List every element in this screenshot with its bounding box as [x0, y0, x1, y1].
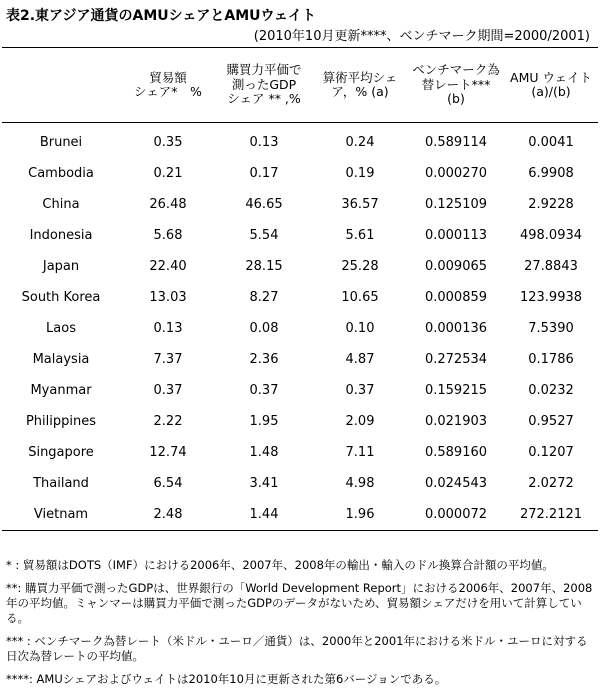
table-row [2, 189, 598, 220]
table-row [2, 468, 598, 499]
cell-amu-weight: 2.0272 [528, 476, 574, 491]
cell-gdp-ppp-share: 0.37 [249, 383, 279, 398]
cell-amu-weight: 123.9938 [519, 290, 583, 305]
cell-gdp-ppp-share: 46.65 [245, 197, 283, 212]
cell-amu-weight: 6.9908 [528, 166, 574, 181]
cell-gdp-ppp-share: 0.17 [249, 166, 279, 181]
cell-gdp-ppp-share: 28.15 [245, 259, 283, 274]
table-row [2, 406, 598, 437]
cell-gdp-ppp-share: 1.44 [216, 499, 312, 531]
cell-trade-share: 0.21 [153, 166, 183, 181]
cell-country: Thailand [33, 476, 89, 491]
cell-amu-weight: 0.1207 [528, 445, 574, 460]
table-row [2, 499, 598, 531]
cell-benchmark-rate: 0.000270 [424, 166, 488, 181]
cell-trade-share: 13.03 [149, 290, 187, 305]
footnote: * : 貿易額はDOTS（IMF）における2006年、2007年、2008年の輸出・輸入のドル換算合計額の平均値。 [6, 558, 554, 572]
cell-average-share: 4.87 [345, 352, 375, 367]
cell-gdp-ppp-share: 1.95 [249, 414, 279, 429]
cell-country: Cambodia [28, 166, 94, 181]
cell-gdp-ppp-share: 2.36 [249, 352, 279, 367]
cell-country: China [42, 197, 80, 212]
cell-average-share: 25.28 [341, 259, 379, 274]
cell-benchmark-rate: 0.000072 [408, 499, 504, 531]
amu-share-table [2, 47, 598, 531]
cell-benchmark-rate: 0.024543 [424, 476, 488, 491]
cell-trade-share: 5.68 [153, 228, 183, 243]
header-gdp-ppp-share: 購買力平価で 測ったGDP シェア ** ,% [216, 48, 312, 123]
cell-average-share: 4.98 [345, 476, 375, 491]
table-header-row [2, 48, 598, 123]
cell-benchmark-rate: 0.589114 [424, 135, 488, 150]
cell-amu-weight: 7.5390 [528, 321, 574, 336]
cell-average-share: 0.19 [345, 166, 375, 181]
table-row [2, 251, 598, 282]
cell-trade-share: 7.37 [153, 352, 183, 367]
cell-country: Malaysia [32, 352, 90, 367]
cell-gdp-ppp-share: 1.48 [249, 445, 279, 460]
cell-country: Myanmar [30, 383, 92, 398]
header-country [2, 48, 120, 123]
cell-amu-weight: 0.0041 [528, 135, 574, 150]
table-title: 表2.東アジア通貨のAMUシェアとAMUウェイト [6, 8, 316, 24]
cell-gdp-ppp-share: 8.27 [249, 290, 279, 305]
header-average-share: 算術平均シェ ア，% (a) [312, 48, 408, 123]
cell-average-share: 0.37 [345, 383, 375, 398]
cell-benchmark-rate: 0.589160 [424, 445, 488, 460]
table-row [2, 123, 598, 159]
cell-trade-share: 26.48 [149, 197, 187, 212]
table-body [2, 123, 598, 531]
table-row [2, 158, 598, 189]
cell-gdp-ppp-share: 5.54 [249, 228, 279, 243]
footnotes [6, 558, 594, 695]
cell-benchmark-rate: 0.272534 [424, 352, 488, 367]
table-subtitle: (2010年10月更新****、ベンチマーク期間=2000/2001) [253, 29, 590, 44]
cell-amu-weight: 272.2121 [504, 499, 598, 531]
cell-amu-weight: 498.0934 [519, 228, 583, 243]
cell-country: Indonesia [29, 228, 93, 243]
cell-amu-weight: 27.8843 [524, 259, 578, 274]
table-row [2, 220, 598, 251]
cell-gdp-ppp-share: 0.13 [249, 135, 279, 150]
cell-country: Laos [46, 321, 76, 336]
cell-trade-share: 6.54 [153, 476, 183, 491]
cell-benchmark-rate: 0.021903 [424, 414, 488, 429]
table-row [2, 375, 598, 406]
footnote: **: 購買力平価で測ったGDPは、世界銀行の「World Development Report」における2006年、2007年、2008年の平均値。ミャンマーは購買力平価で測ったGDPのデータがないため、貿易額シェアだけを用いて計算している。 [6, 581, 593, 625]
header-amu-weight: AMU ウェイト (a)/(b) [504, 48, 598, 123]
table-row [2, 344, 598, 375]
cell-amu-weight: 2.9228 [528, 197, 574, 212]
cell-average-share: 0.10 [345, 321, 375, 336]
cell-average-share: 36.57 [341, 197, 379, 212]
table-row [2, 282, 598, 313]
cell-trade-share: 22.40 [149, 259, 187, 274]
cell-country: Japan [42, 259, 80, 274]
header-benchmark-rate: ベンチマーク為 替レート*** (b) [408, 48, 504, 123]
cell-average-share: 10.65 [341, 290, 379, 305]
cell-country: Philippines [25, 414, 97, 429]
cell-trade-share: 0.13 [153, 321, 183, 336]
cell-benchmark-rate: 0.125109 [424, 197, 488, 212]
cell-country: Vietnam [2, 499, 120, 531]
cell-amu-weight: 0.0232 [528, 383, 574, 398]
cell-benchmark-rate: 0.000136 [424, 321, 488, 336]
cell-average-share: 0.24 [345, 135, 375, 150]
cell-gdp-ppp-share: 3.41 [249, 476, 279, 491]
cell-average-share: 2.09 [345, 414, 375, 429]
cell-benchmark-rate: 0.159215 [424, 383, 488, 398]
cell-country: Singapore [28, 445, 94, 460]
cell-average-share: 7.11 [345, 445, 375, 460]
cell-country: South Korea [21, 290, 101, 305]
cell-country: Brunei [39, 135, 83, 150]
header-trade-share: 貿易額 シェア* % [120, 48, 216, 123]
cell-amu-weight: 0.1786 [528, 352, 574, 367]
cell-average-share: 5.61 [345, 228, 375, 243]
amu-table-container [2, 47, 598, 531]
table-row [2, 313, 598, 344]
footnote: *** : ベンチマーク為替レート（米ドル・ユーロ／通貨）は、2000年と2001年における米ドル・ユーロに対する日次為替レートの平均値。 [6, 634, 588, 663]
cell-benchmark-rate: 0.009065 [424, 259, 488, 274]
cell-trade-share: 12.74 [149, 445, 187, 460]
cell-benchmark-rate: 0.000859 [424, 290, 488, 305]
table-row [2, 437, 598, 468]
cell-trade-share: 0.35 [153, 135, 183, 150]
cell-gdp-ppp-share: 0.08 [249, 321, 279, 336]
cell-average-share: 1.96 [312, 499, 408, 531]
cell-trade-share: 0.37 [153, 383, 183, 398]
footnote: ****: AMUシェアおよびウェイトは2010年10月に更新された第6バージョンである。 [6, 672, 447, 686]
cell-trade-share: 2.48 [120, 499, 216, 531]
cell-trade-share: 2.22 [153, 414, 183, 429]
cell-amu-weight: 0.9527 [528, 414, 574, 429]
cell-benchmark-rate: 0.000113 [424, 228, 488, 243]
